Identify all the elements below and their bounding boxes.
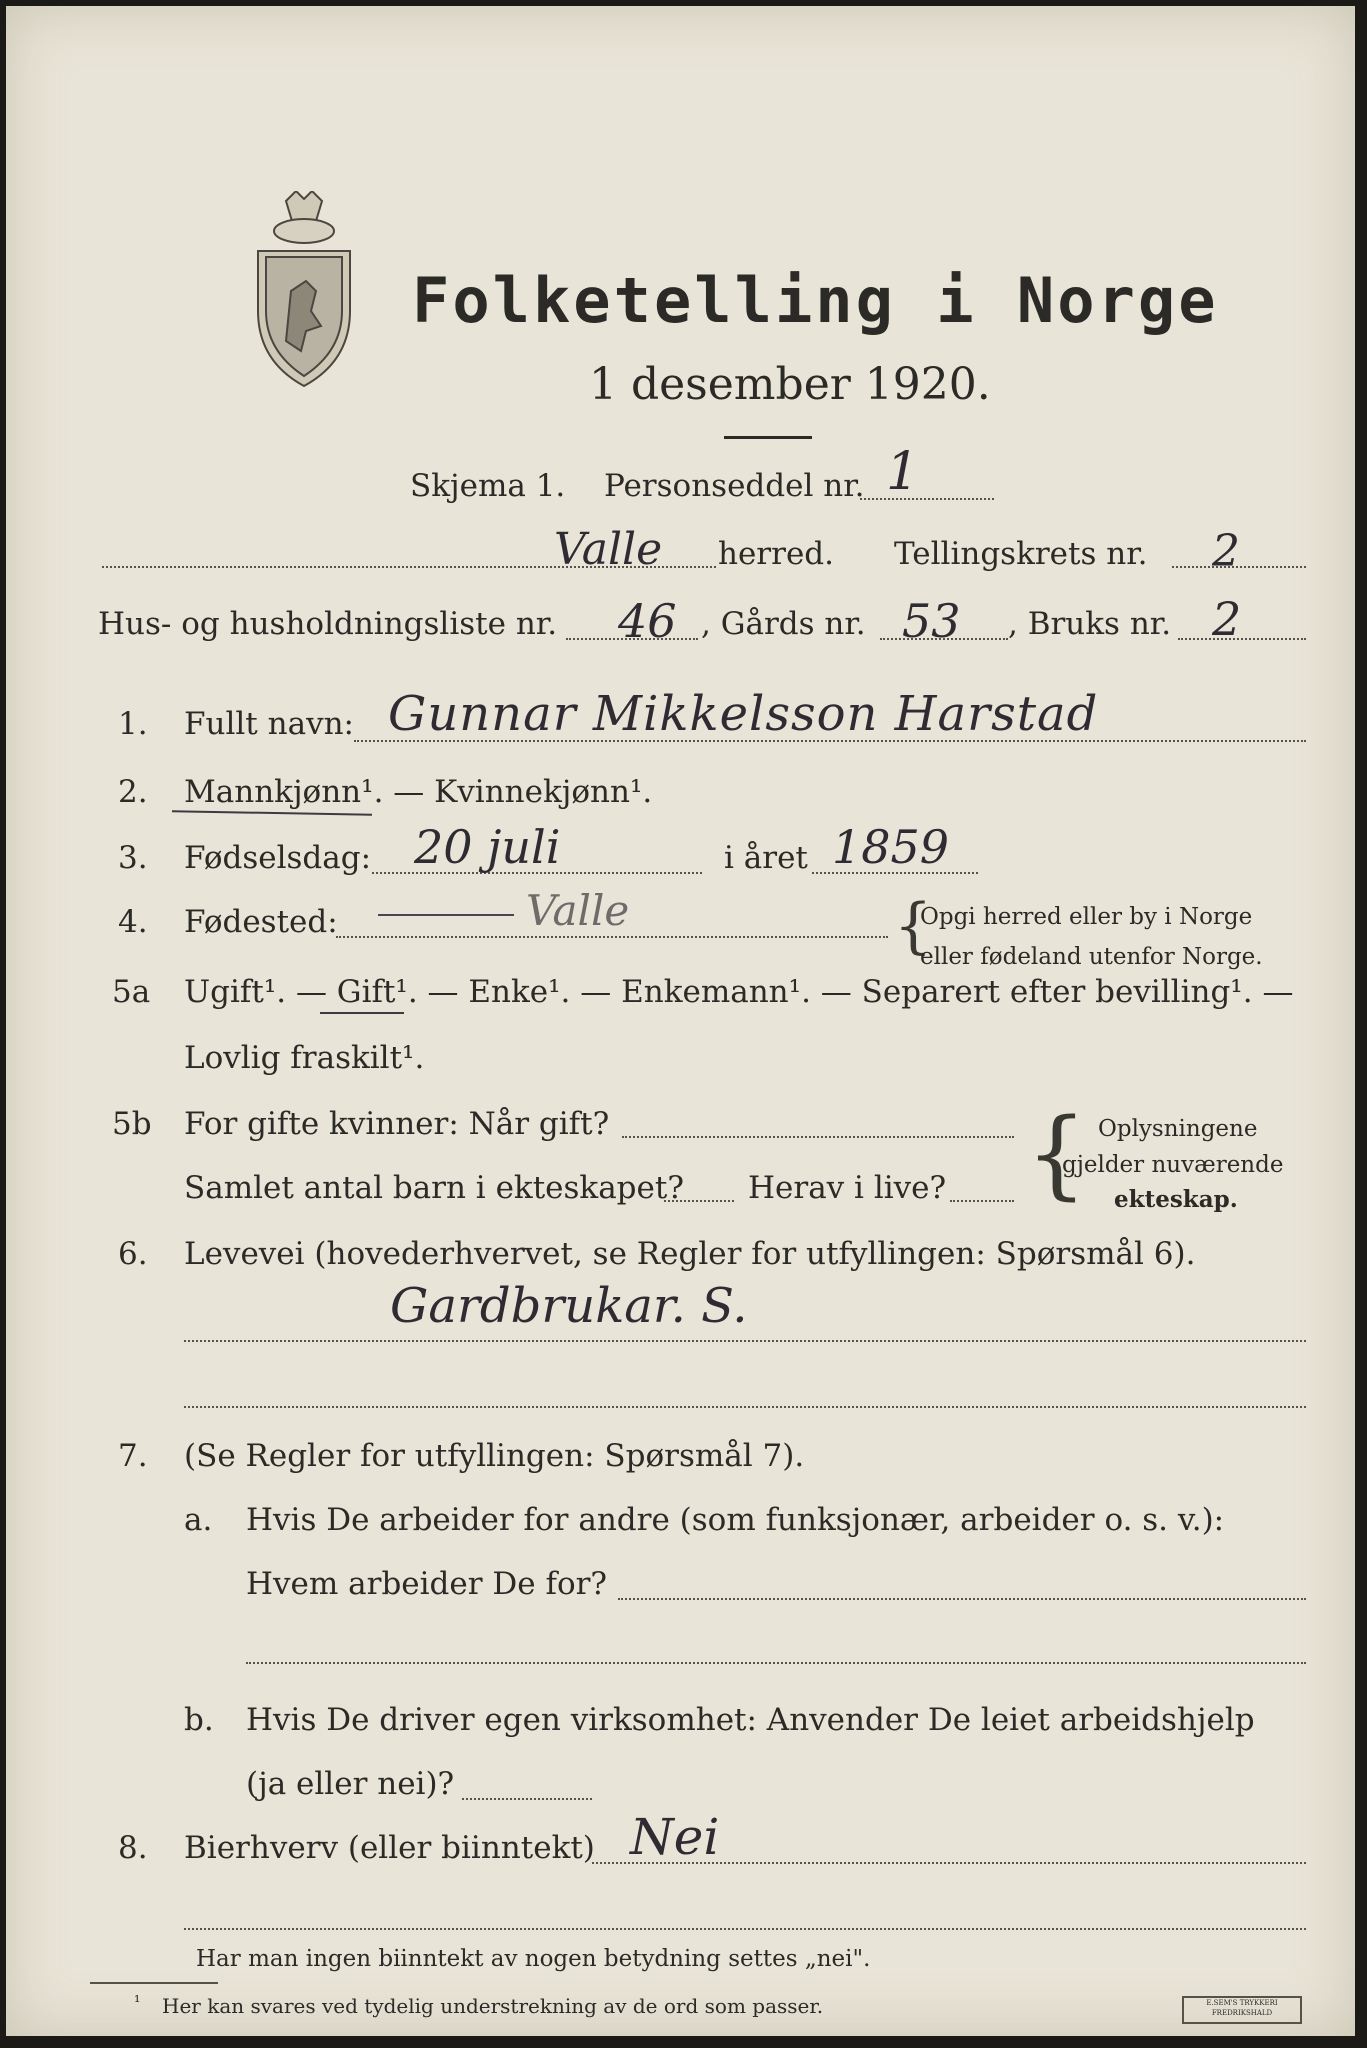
q4-note-line1: Opgi herred eller by i Norge bbox=[920, 904, 1253, 930]
q5a-underline-gift bbox=[320, 1012, 404, 1014]
q7a-employer-line2 bbox=[246, 1662, 1306, 1664]
tellingskrets-label: Tellingskrets nr. bbox=[894, 536, 1148, 572]
q7-label: (Se Regler for utfyllingen: Spørsmål 7). bbox=[184, 1438, 805, 1474]
q5b-note-line3: ekteskap. bbox=[1114, 1186, 1238, 1213]
q7b-yesno-line bbox=[462, 1798, 592, 1800]
census-date: 1 desember 1920. bbox=[589, 359, 991, 410]
gards-value: 53 bbox=[902, 594, 961, 648]
printer-stamp-text: E.SEM'S TRYKKERI FREDRIKSHALD bbox=[1206, 1999, 1278, 2017]
bruks-value: 2 bbox=[1212, 592, 1242, 646]
q5a-number: 5a bbox=[112, 974, 151, 1010]
q1-number: 1. bbox=[118, 706, 148, 742]
personseddel-label: Personseddel nr. bbox=[604, 468, 865, 504]
q6-value: Gardbrukar. S. bbox=[390, 1278, 748, 1334]
census-form-page bbox=[6, 6, 1355, 2036]
q4-note-line2: eller fødeland utenfor Norge. bbox=[920, 944, 1263, 970]
q2-underline-mannkjonn bbox=[172, 810, 372, 815]
form-title: Folketelling i Norge bbox=[412, 264, 1219, 337]
q8-value: Nei bbox=[630, 1808, 720, 1866]
footnote-text: Her kan svares ved tydelig understrekning av de ord som passer. bbox=[162, 1994, 824, 2018]
q5b-children-label: Samlet antal barn i ekteskapet? bbox=[184, 1170, 684, 1206]
q4-label: Fødested: bbox=[184, 904, 338, 940]
q3-number: 3. bbox=[118, 840, 148, 876]
q1-label: Fullt navn: bbox=[184, 706, 354, 742]
q4-note-brace: { bbox=[894, 891, 933, 961]
q6-line2 bbox=[184, 1406, 1306, 1408]
q2-options: Mannkjønn¹. — Kvinnekjønn¹. bbox=[184, 774, 653, 810]
q7b-letter: b. bbox=[184, 1702, 214, 1738]
q4-number: 4. bbox=[118, 904, 148, 940]
q5b-children-line bbox=[664, 1200, 734, 1202]
herred-value: Valle bbox=[554, 524, 663, 575]
q2-number: 2. bbox=[118, 774, 148, 810]
norwegian-coat-of-arms-icon bbox=[246, 191, 362, 391]
tellingskrets-value: 2 bbox=[1212, 526, 1240, 577]
q4-dash-stroke bbox=[378, 914, 514, 916]
q7a-employer-label: Hvem arbeider De for? bbox=[246, 1566, 608, 1602]
biinntekt-note: Har man ingen biinntekt av nogen betydning settes „nei". bbox=[196, 1946, 871, 1972]
q1-value: Gunnar Mikkelsson Harstad bbox=[388, 686, 1099, 742]
q5b-alive-label: Herav i live? bbox=[748, 1170, 947, 1206]
gards-label: , Gårds nr. bbox=[701, 606, 866, 642]
q7a-employer-line bbox=[618, 1598, 1306, 1600]
q5a-options-line2: Lovlig fraskilt¹. bbox=[184, 1040, 425, 1076]
q5b-label: For gifte kvinner: Når gift? bbox=[184, 1106, 610, 1142]
q7-number: 7. bbox=[118, 1438, 148, 1474]
husholdning-label: Hus- og husholdningsliste nr. bbox=[98, 606, 558, 642]
q5b-note-line2: gjelder nuværende bbox=[1062, 1152, 1284, 1178]
q7a-label: Hvis De arbeider for andre (som funksjonær, arbeider o. s. v.): bbox=[246, 1502, 1225, 1538]
q7a-letter: a. bbox=[184, 1502, 213, 1538]
q3-value: 20 juli bbox=[414, 820, 561, 874]
q7b-yesno-label: (ja eller nei)? bbox=[246, 1766, 455, 1802]
footnote-divider bbox=[90, 1982, 218, 1984]
footnote-mark: ¹ bbox=[134, 1992, 141, 2011]
q6-line1 bbox=[184, 1340, 1306, 1342]
q3-year-value: 1859 bbox=[832, 820, 950, 874]
q6-number: 6. bbox=[118, 1236, 148, 1272]
q8-number: 8. bbox=[118, 1830, 148, 1866]
q8-label: Bierhverv (eller biinntekt) bbox=[184, 1830, 595, 1866]
bruks-label: , Bruks nr. bbox=[1008, 606, 1172, 642]
personseddel-value: 1 bbox=[886, 442, 920, 502]
skjema-label: Skjema 1. bbox=[410, 468, 566, 504]
q7b-label: Hvis De driver egen virksomhet: Anvender De leiet arbeidshjelp bbox=[246, 1702, 1255, 1738]
q4-line bbox=[336, 936, 888, 938]
q6-label: Levevei (hovederhvervet, se Regler for utfyllingen: Spørsmål 6). bbox=[184, 1236, 1196, 1272]
q8-line2 bbox=[184, 1928, 1306, 1930]
husholdning-value: 46 bbox=[618, 594, 677, 648]
q5b-note-line1: Oplysningene bbox=[1098, 1116, 1258, 1142]
printer-stamp bbox=[1182, 1996, 1302, 2024]
q5b-number: 5b bbox=[112, 1106, 152, 1142]
title-divider bbox=[724, 436, 812, 439]
bruks-line bbox=[1178, 638, 1306, 640]
q4-value: Valle bbox=[526, 886, 630, 935]
personseddel-line bbox=[860, 498, 994, 500]
q5a-options: Ugift¹. — Gift¹. — Enke¹. — Enkemann¹. — Separert efter bevilling¹. — bbox=[184, 974, 1294, 1010]
herred-label: herred. bbox=[718, 536, 834, 572]
q3-label: Fødselsdag: bbox=[184, 840, 372, 876]
q3-year-label: i året bbox=[724, 840, 808, 876]
q5b-married-line bbox=[622, 1136, 1014, 1138]
q5b-alive-line bbox=[950, 1200, 1014, 1202]
q5b-note-brace: { bbox=[1026, 1098, 1088, 1210]
